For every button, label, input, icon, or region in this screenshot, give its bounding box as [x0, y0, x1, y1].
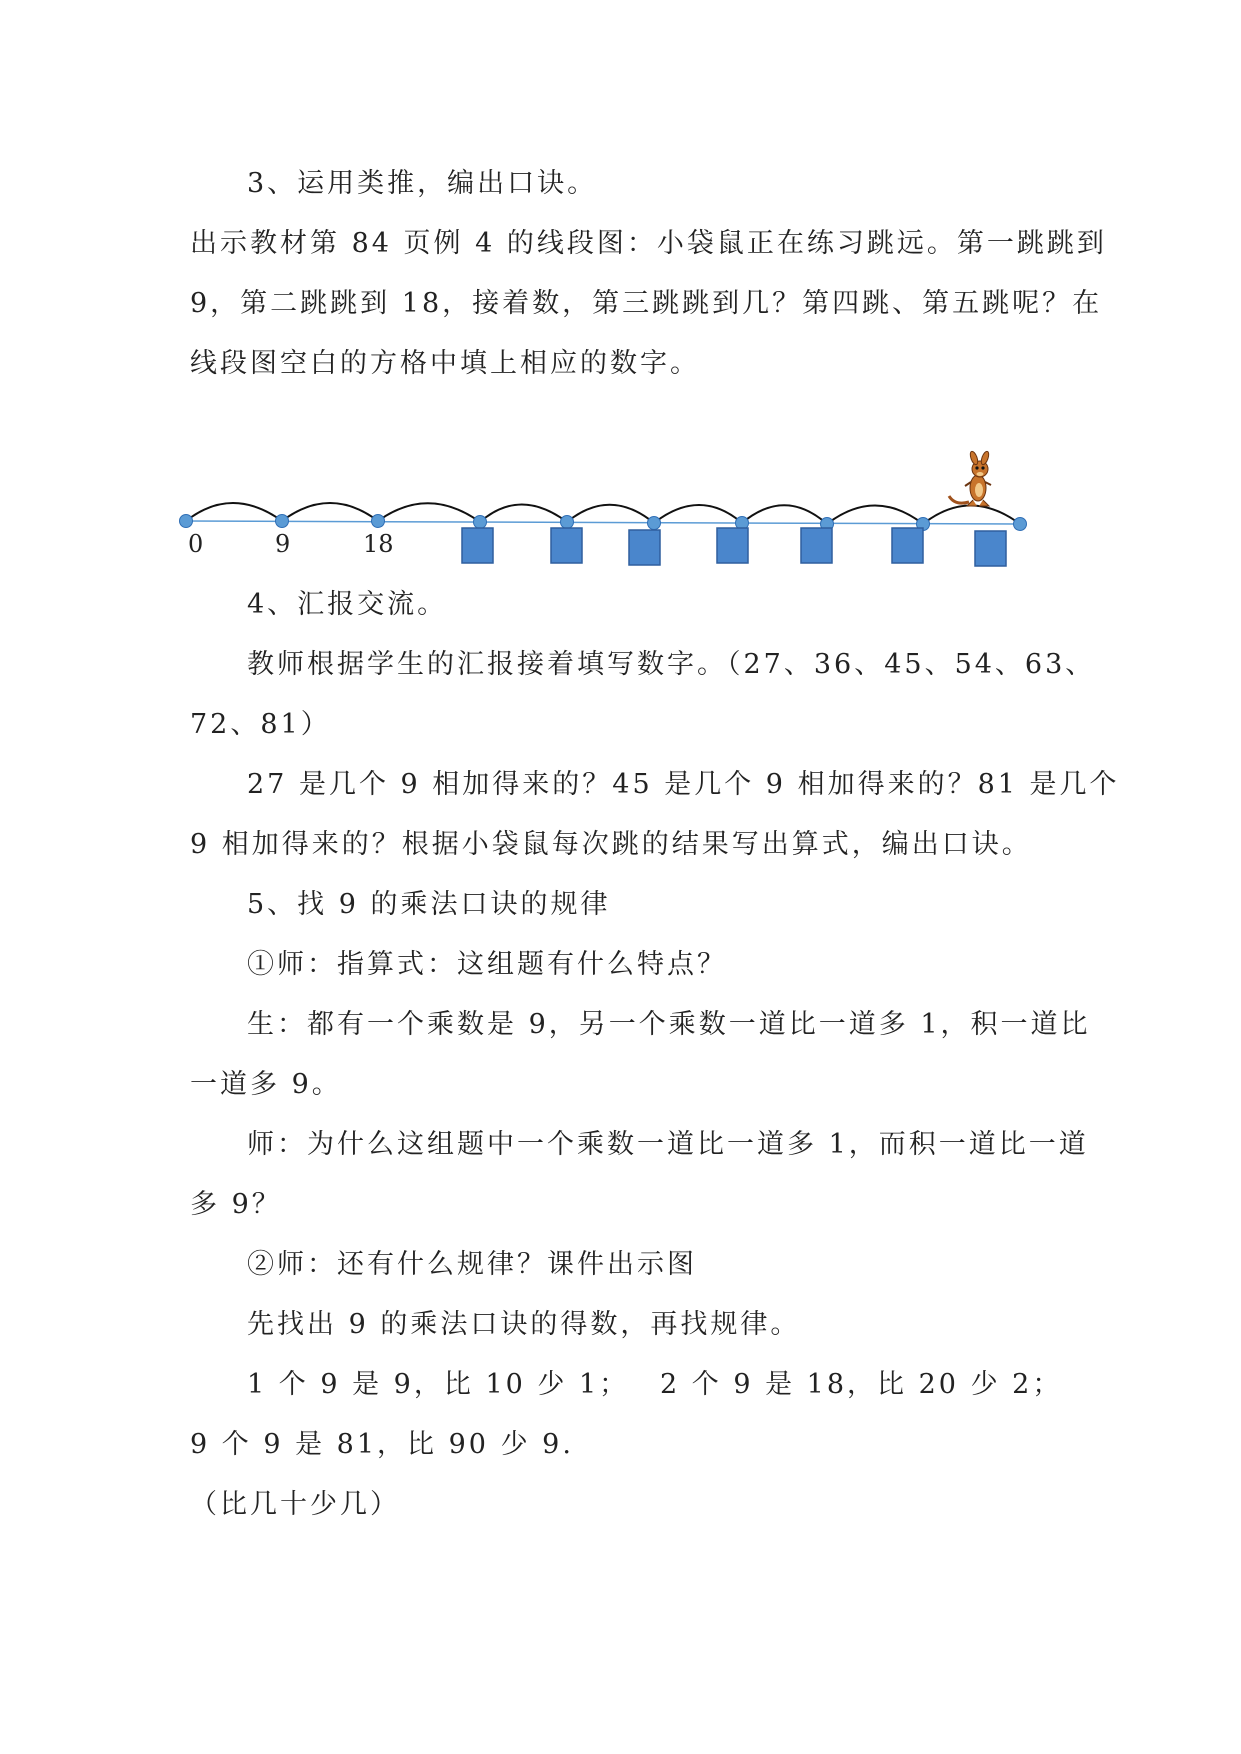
paragraph-text: 教师根据学生的汇报接着填写数字。（27、36、45、54、63、 — [247, 649, 1096, 680]
paragraph-text: 多 9？ — [190, 1189, 282, 1220]
paragraph-text: ②师：还有什么规律？课件出示图 — [247, 1249, 697, 1280]
blank-box — [975, 531, 1006, 566]
number-line-diagram — [0, 430, 1241, 580]
paragraph-text: 生：都有一个乘数是 9，另一个乘数一道比一道多 1，积一道比 — [247, 1009, 1091, 1040]
paragraph-text: 一道多 9。 — [190, 1069, 342, 1100]
paragraph-text: 9 相加得来的？根据小袋鼠每次跳的结果写出算式，编出口诀。 — [190, 829, 1032, 860]
paragraph-heading-3: 3、运用类推，编出口诀。 — [247, 168, 598, 199]
tick-label-18: 18 — [363, 530, 394, 558]
number-line — [186, 521, 1020, 524]
pattern-text-1: 1 个 9 是 9，比 10 少 1； — [247, 1369, 630, 1400]
paragraph-text: 27 是几个 9 相加得来的？45 是几个 9 相加得来的？81 是几个 — [247, 769, 1120, 800]
paragraph-text: 72、81） — [190, 709, 331, 740]
blank-boxes — [462, 528, 1006, 566]
paragraph-text: ①师：指算式：这组题有什么特点？ — [247, 949, 727, 980]
tick-label-9: 9 — [275, 530, 291, 558]
blank-box — [551, 528, 582, 563]
paragraph-text: 师：为什么这组题中一个乘数一道比一道多 1，而积一道比一道 — [247, 1129, 1089, 1160]
blank-box — [462, 528, 493, 563]
paragraph-text: （比几十少几） — [190, 1489, 400, 1520]
paragraph-text: 出示教材第 84 页例 4 的线段图：小袋鼠正在练习跳远。第一跳跳到 — [190, 228, 1107, 259]
blank-box — [892, 528, 923, 563]
paragraph-text: 线段图空白的方格中填上相应的数字。 — [190, 348, 700, 379]
blank-box — [629, 530, 660, 565]
paragraph-heading-5: 5、找 9 的乘法口诀的规律 — [247, 889, 611, 920]
pattern-text-2: 2 个 9 是 18，比 20 少 2； — [660, 1369, 1063, 1400]
paragraph-heading-4: 4、汇报交流。 — [247, 589, 448, 620]
blank-box — [801, 528, 832, 563]
tick-label-0: 0 — [188, 530, 204, 558]
blank-box — [717, 528, 748, 563]
paragraph-text: 9 个 9 是 81，比 90 少 9. — [190, 1429, 574, 1460]
paragraph-text: 先找出 9 的乘法口诀的得数，再找规律。 — [247, 1309, 801, 1340]
kangaroo-icon — [949, 450, 991, 506]
paragraph-text: 9，第二跳跳到 18，接着数，第三跳跳到几？第四跳、第五跳呢？在 — [190, 288, 1103, 319]
